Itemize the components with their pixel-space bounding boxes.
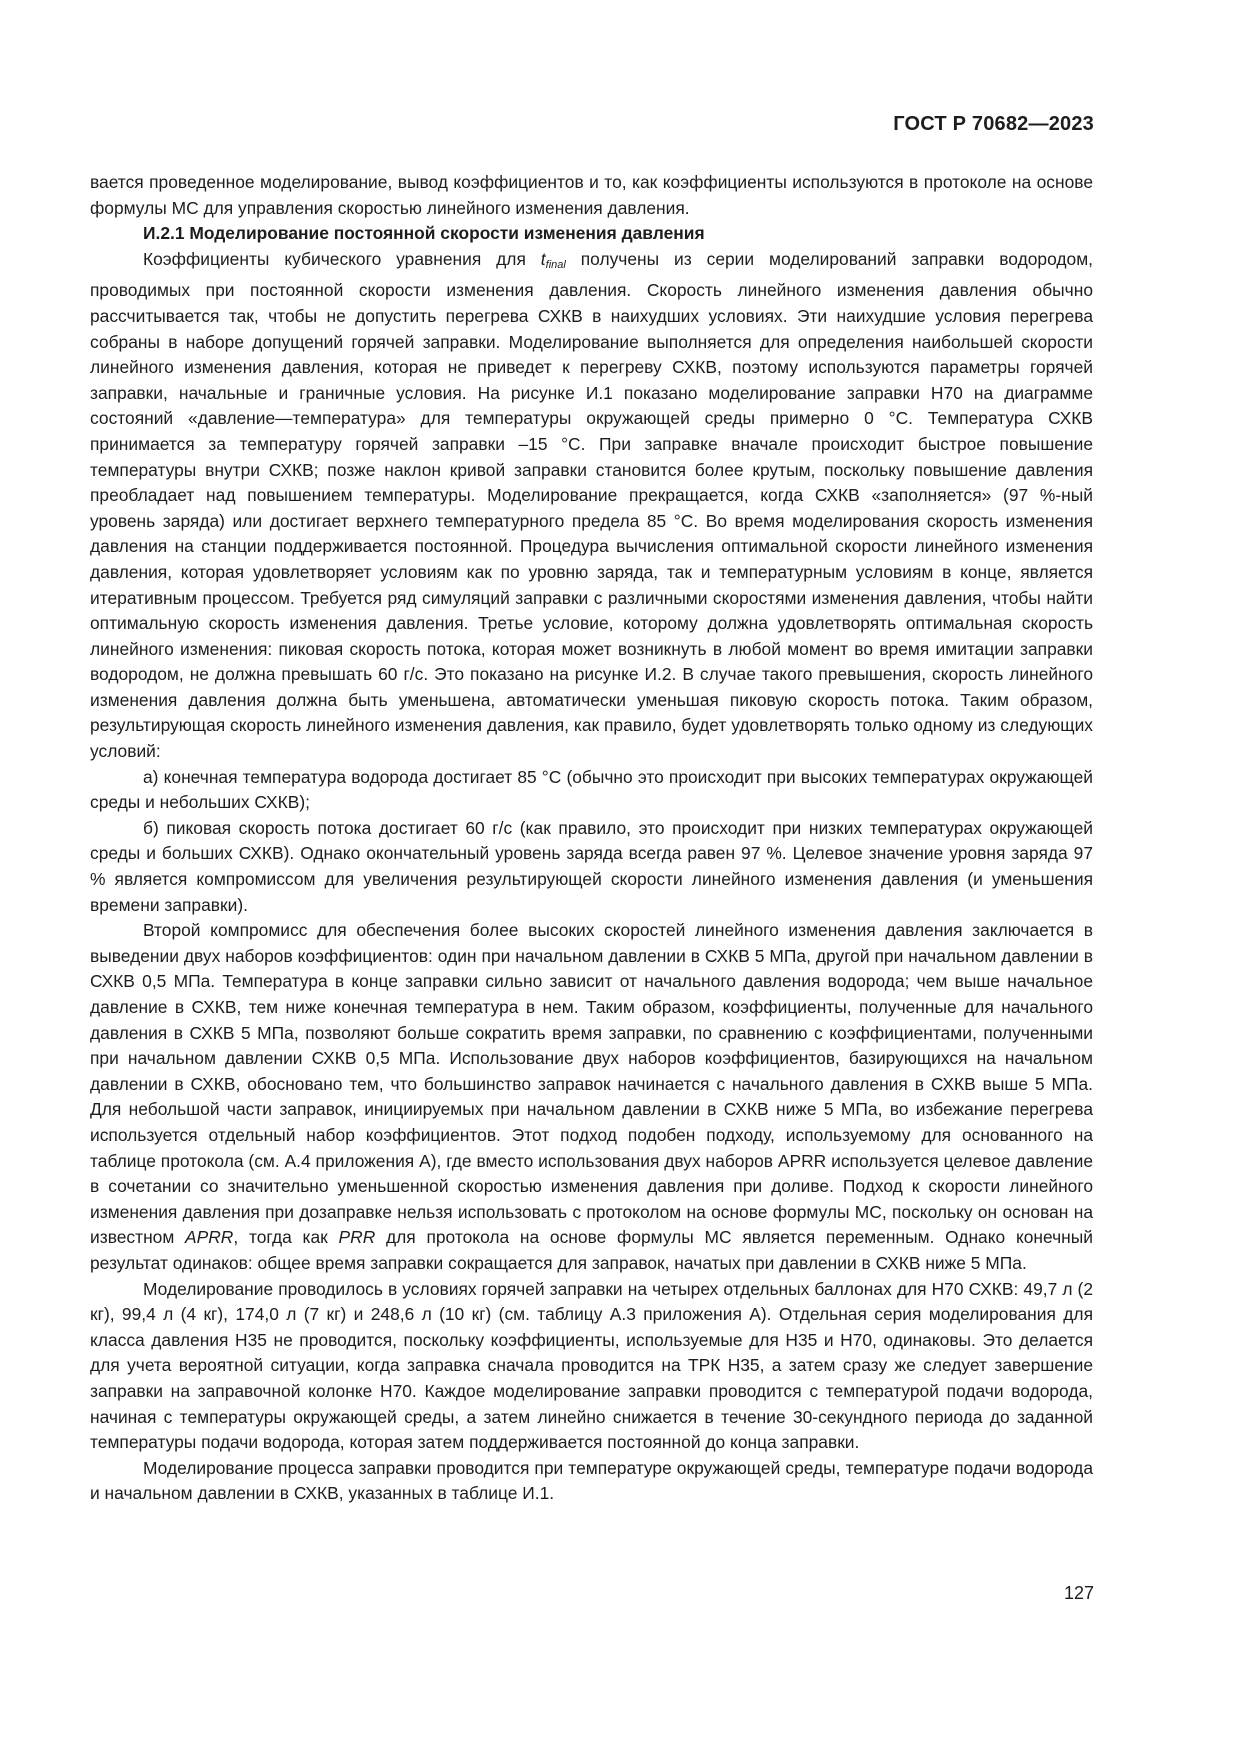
term-aprr: APRR [185, 1227, 234, 1248]
variable-t-final: $t_{final}$ [540, 248, 566, 271]
paragraph-text: , тогда как [233, 1227, 339, 1248]
term-prr: PRR [338, 1227, 376, 1248]
paragraph-table-reference: Моделирование процесса заправки проводится при температуре окружающей среды, температуре подачи водорода и начальном давлении в СХКВ, указанных в таблице И.1. [90, 1457, 1093, 1504]
paragraph-intro: вается проведенное моделирование, вывод коэффициентов и то, как коэффициенты используются в протоколе на основе формулы МС для управления скоростью линейного изменения давления. [90, 172, 1093, 218]
list-item-b: б) пиковая скорость потока достигает 60 г/с (как правило, это происходит при низких температурах окружающей среды и больших СХКВ). Однако окончательный уровень заряда всегда равен 97 %. Целевое значение уровня заряда 97 % является компромиссом для увеличения результирующей скорости линейного изменения давления (и уменьшения времени заправки). [90, 817, 1093, 915]
page-number: 127 [1063, 1583, 1094, 1603]
page-body [90, 170, 1093, 1507]
paragraph-text: для протокола на основе формулы МС является переменным. Однако конечный результат одинаков: общее время заправки сокращается для заправок, начатых при давлении в СХКВ ниже 5 МПа. [90, 1227, 1093, 1273]
document-designation: ГОСТ Р 70682—2023 [893, 113, 1094, 135]
paragraph-text: Коэффициенты кубического уравнения для [143, 248, 541, 269]
paragraph-text: Второй компромисс для обеспечения более высоких скоростей линейного изменения давления заключается в выведении двух наборов коэффициентов: один при начальном давлении в СХКВ 5 МПа, другой при начальном давлении в СХКВ 0,5 МПа. Температура в конце заправки сильно зависит от начального давления водорода; чем выше начальное давление в СХКВ, тем ниже конечная температура в нем. Таким образом, коэффициенты, полученные для начального давления в СХКВ 5 МПа, позволяют больше сократить время заправки, по сравнению с коэффициентами, полученными при начальном давлении СХКВ 0,5 МПа. Использование двух наборов коэффициентов, базирующихся на начальном давлении в СХКВ, обосновано тем, что большинство заправок начинается с начального давления в СХКВ выше 5 МПа. Для небольшой части заправок, инициируемых при начальном давлении в СХКВ ниже 5 МПа, во избежание перегрева используется отдельный набор коэффициентов. Этот подход подобен подходу, используемому для основанного на таблице протокола (см. А.4 приложения А), где вместо использования двух наборов APRR используется целевое давление в сочетании со значительно уменьшенной скоростью изменения давления при доливе. Подход к скорости линейного изменения давления при дозаправке нельзя использовать с протоколом на основе формулы МС, поскольку он основан на известном [90, 920, 1093, 1248]
paragraph-hot-fill-simulation: Моделирование проводилось в условиях горячей заправки на четырех отдельных баллонах для Н70 СХКВ: 49,7 л (2 кг), 99,4 л (4 кг), 174,0 л (7 кг) и 248,6 л (10 кг) (см. таблицу А.3 приложения А). Отдельная серия моделирования для класса давления Н35 не проводится, поскольку коэффициенты, используемые для Н35 и Н70, одинаковы. Это делается для учета вероятной ситуации, когда заправка сначала проводится на ТРК Н35, а затем сразу же следует завершение заправки на заправочной колонке Н70. Каждое моделирование заправки проводится с температурой подачи водорода, начиная с температуры окружающей среды, а затем линейно снижается в течение 30-секундного периода до заданной температуры подачи водорода, которая затем поддерживается постоянной до конца заправки. [90, 1278, 1093, 1453]
paragraph-text: получены из серии моделирований заправки водородом, проводимых при постоянной скорости изменения давления. Скорость линейного изменения давления обычно рассчитывается так, чтобы не допустить перегрева СХКВ в наихудших условиях. Эти наихудшие условия перегрева собраны в наборе допущений горячей заправки. Моделирование выполняется для определения наибольшей скорости линейного изменения давления, которая не приведет к перегреву СХКВ, поэтому используются параметры горячей заправки, начальные и граничные условия. На рисунке И.1 показано моделирование заправки Н70 на диаграмме состояний «давление—температура» для температуры окружающей среды примерно 0 °С. Температура СХКВ принимается за температуру горячей заправки –15 °С. При заправке вначале происходит быстрое повышение температуры внутри СХКВ; позже наклон кривой заправки становится более крутым, поскольку повышение давления преобладает над повышением температуры. Моделирование прекращается, когда СХКВ «заполняется» (97 %-ный уровень заряда) или достигает верхнего температурного предела 85 °С. Во время моделирования скорость изменения давления на станции поддерживается постоянной. Процедура вычисления оптимальной скорости линейного изменения давления, которая удовлетворяет условиям как по уровню заряда, так и температурным условиям в конце, является итеративным процессом. Требуется ряд симуляций заправки с различными скоростями изменения давления, чтобы найти оптимальную скорость изменения давления. Третье условие, которому должна удовлетворять оптимальная скорость линейного изменения: пиковая скорость потока, которая может возникнуть в любой момент во время имитации заправки водородом, не должна превышать 60 г/с. Это показано на рисунке И.2. В случае такого превышения, скорость линейного изменения давления должна быть уменьшена, автоматически уменьшая пиковую скорость потока. Таким образом, результирующая скорость линейного изменения давления, как правило, будет удовлетворять только одному из следующих условий: [90, 248, 1093, 762]
list-item-a: а) конечная температура водорода достигает 85 °С (обычно это происходит при высоких температурах окружающей среды и небольших СХКВ); [90, 766, 1093, 813]
paragraph-second-compromise [90, 918, 1093, 1276]
paragraph-coefficients [90, 247, 1093, 765]
section-heading: И.2.1 Моделирование постоянной скорости изменения давления [143, 223, 705, 244]
